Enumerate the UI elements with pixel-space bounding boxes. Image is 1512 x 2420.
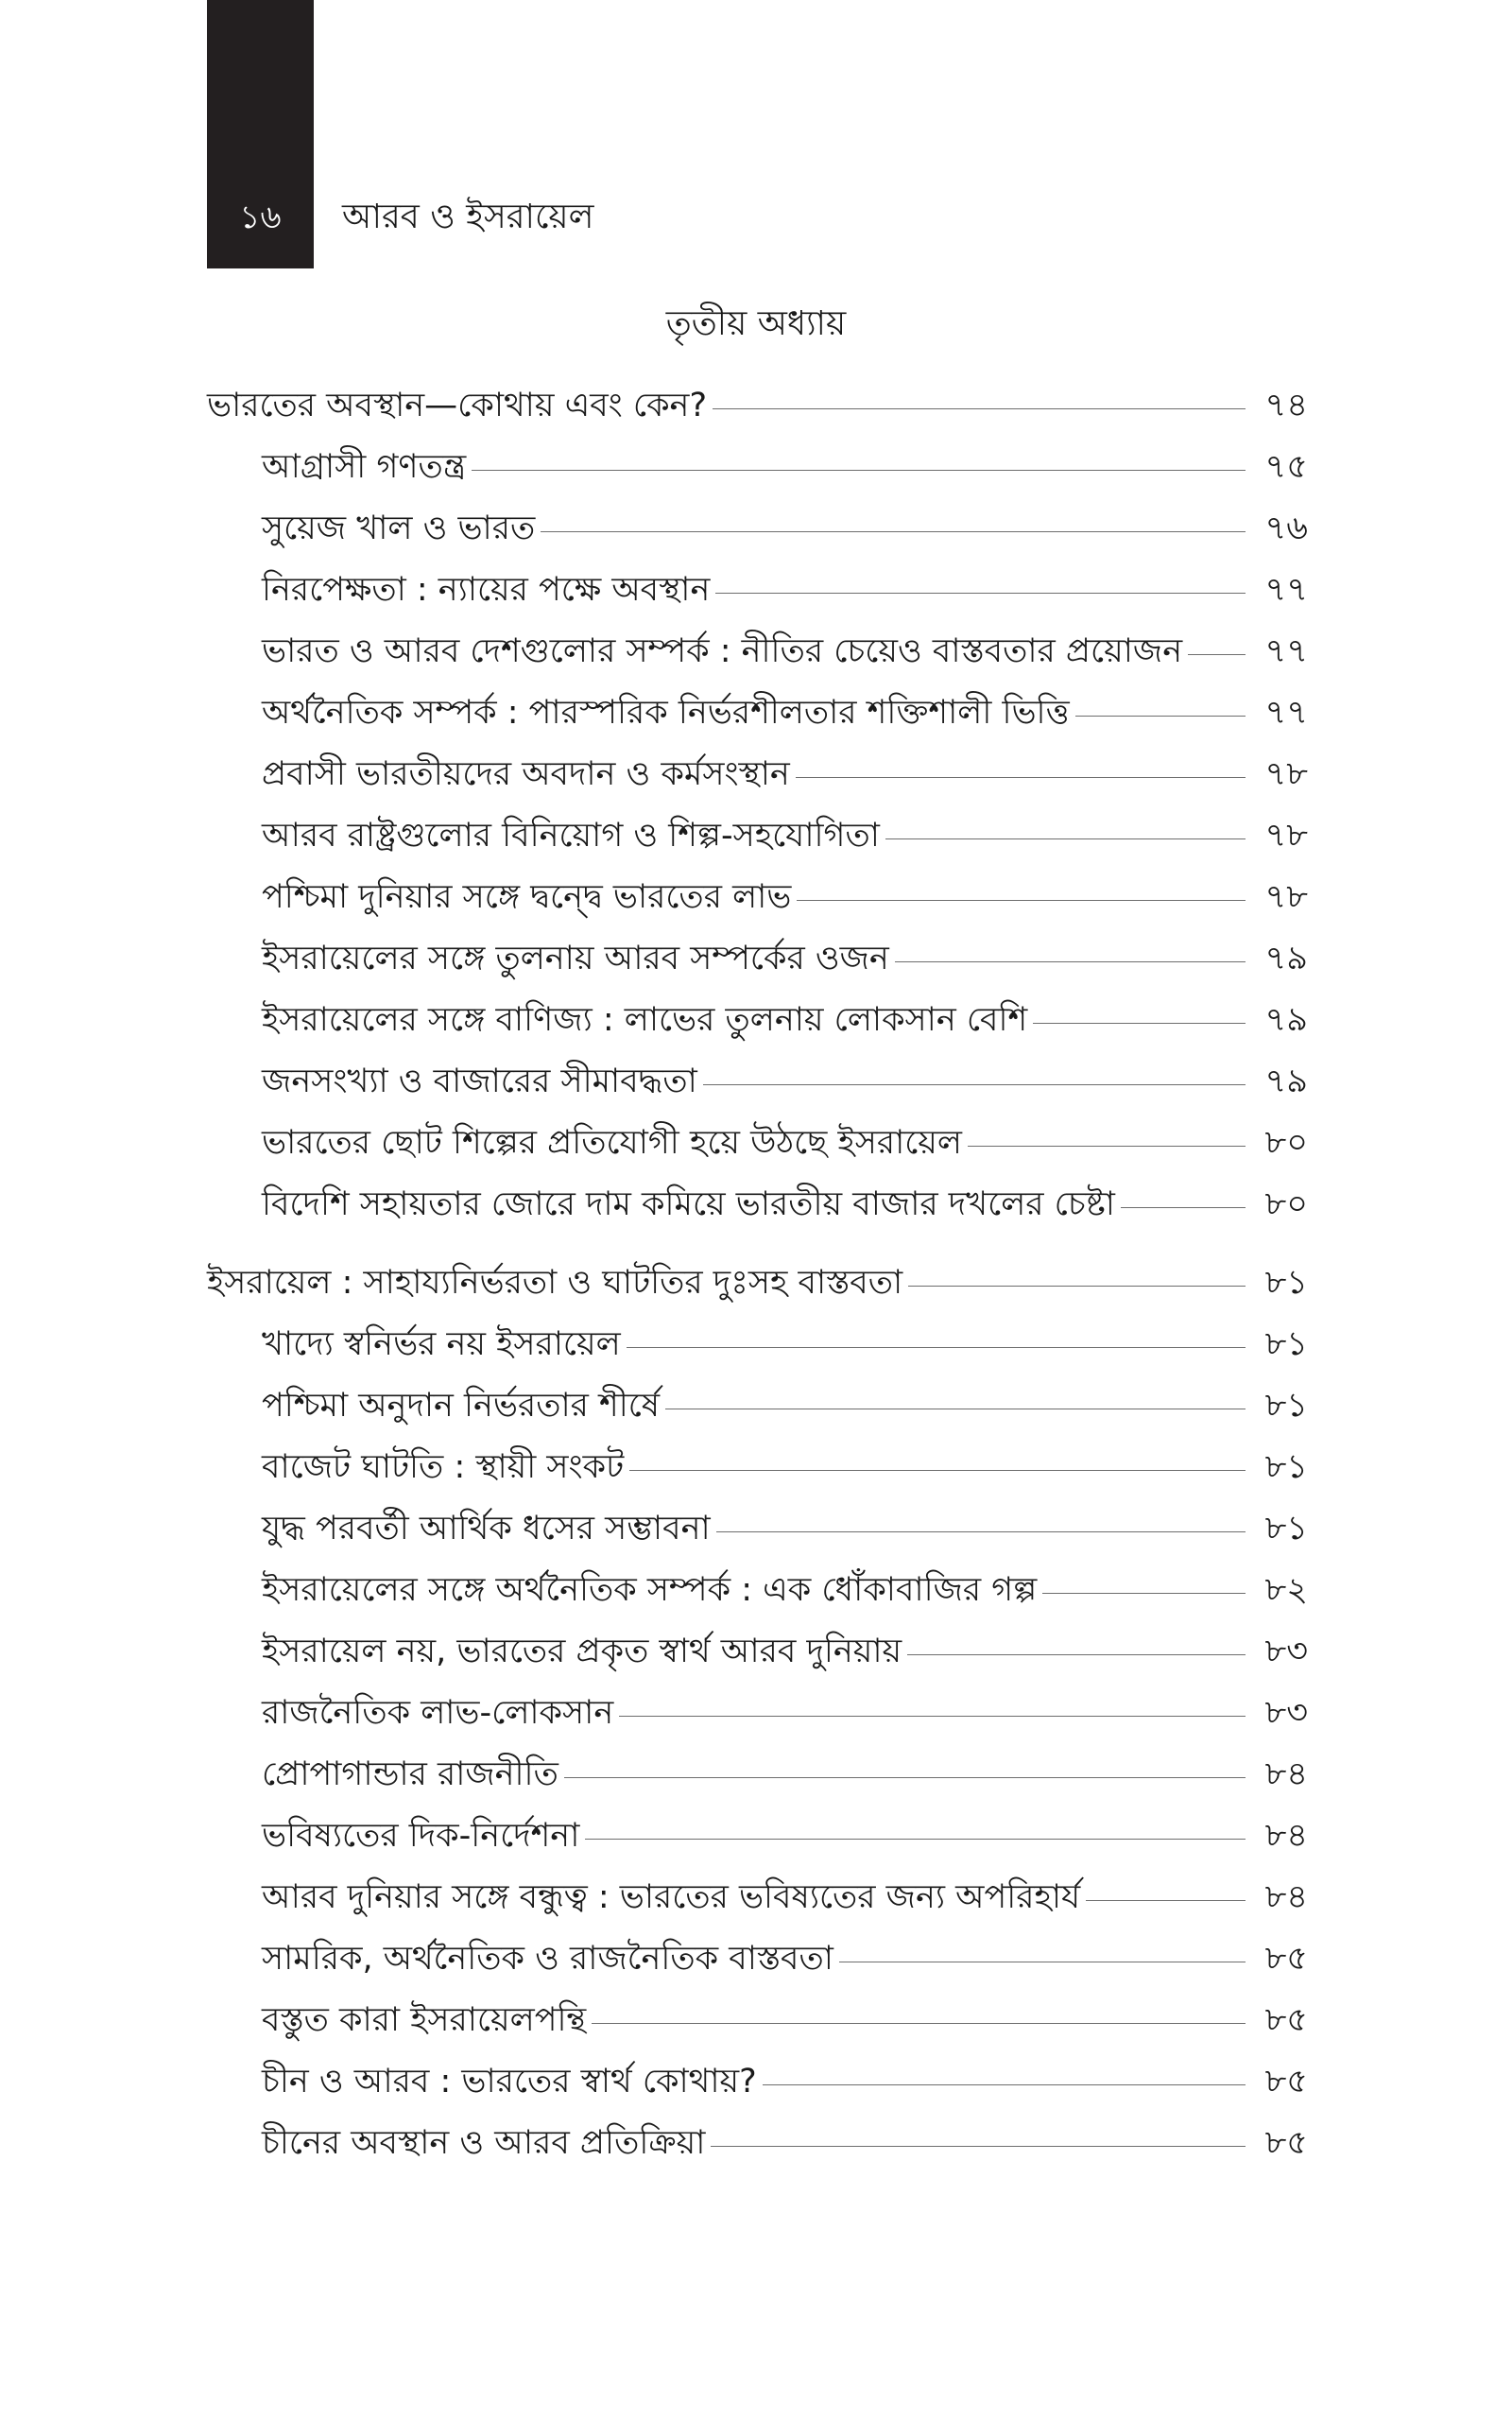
toc-entry-page-number: ৭৮ <box>1264 755 1308 793</box>
toc-leader-line <box>629 1470 1246 1471</box>
toc-entry-title: বিদেশি সহায়তার জোরে দাম কমিয়ে ভারতীয় বাজার দখলের চেষ্টা <box>262 1185 1115 1223</box>
toc-entry-page-number: ৭৯ <box>1264 1001 1308 1039</box>
toc-entry-page-number: ৭৯ <box>1264 940 1308 977</box>
toc-entry-title: ইসরায়েলের সঙ্গে বাণিজ্য : লাভের তুলনায় লোকসান বেশি <box>262 1001 1028 1039</box>
toc-entry-title: বাজেট ঘাটতি : স্থায়ী সংকট <box>262 1448 625 1486</box>
toc-entry <box>262 2119 1308 2167</box>
toc-leader-line <box>1033 1023 1246 1024</box>
toc-entry <box>262 628 1308 675</box>
running-title: আরব ও ইসরায়েল <box>342 198 594 236</box>
toc-entry <box>262 1566 1308 1614</box>
toc-entry <box>262 1181 1308 1228</box>
toc-leader-line <box>1086 1900 1246 1901</box>
toc-entry-title: প্রোপাগান্ডার রাজনীতি <box>262 1755 558 1793</box>
toc-entry <box>262 505 1308 552</box>
toc-entry <box>262 935 1308 982</box>
chapter-heading: তৃতীয় অধ্যায় <box>665 304 847 343</box>
toc-entry <box>262 443 1308 491</box>
toc-entry-page-number: ৮৫ <box>1264 1940 1308 1978</box>
toc-entry-page-number: ৭৬ <box>1264 510 1308 547</box>
toc-entry <box>262 1996 1308 2044</box>
toc-leader-line <box>541 531 1246 532</box>
toc-entry-title: আরব রাষ্ট্রগুলোর বিনিয়োগ ও শিল্প-সহযোগিতা <box>262 817 880 855</box>
toc-entry-title: আরব দুনিয়ার সঙ্গে বন্ধুত্ব : ভারতের ভবিষ্যতের জন্য অপরিহার্য <box>262 1878 1081 1916</box>
toc-entry-title: ইসরায়েল নয়, ভারতের প্রকৃত স্বার্থ আরব দুনিয়ায় <box>262 1633 902 1670</box>
toc-section-entry <box>207 382 1308 429</box>
toc-leader-line <box>1042 1593 1246 1594</box>
toc-entry-page-number: ৮৫ <box>1264 2001 1308 2039</box>
toc-entry <box>262 1321 1308 1368</box>
toc-leader-line <box>703 1084 1246 1085</box>
toc-entry <box>262 751 1308 798</box>
toc-entry <box>262 1443 1308 1491</box>
toc-entry <box>262 996 1308 1044</box>
toc-leader-line <box>619 1716 1246 1717</box>
toc-entry-page-number: ৮০ <box>1264 1185 1308 1223</box>
toc-leader-line <box>895 961 1246 962</box>
toc-entry-page-number: ৮১ <box>1264 1325 1308 1363</box>
toc-entry <box>262 812 1308 859</box>
toc-leader-line <box>564 1777 1246 1778</box>
toc-entry-page-number: ৭৪ <box>1264 387 1308 424</box>
toc-leader-line <box>968 1146 1246 1147</box>
toc-entry <box>262 1874 1308 1921</box>
page-number: ১৬ <box>239 199 282 236</box>
toc-entry-page-number: ৮৫ <box>1264 2063 1308 2100</box>
toc-leader-line <box>796 777 1246 778</box>
toc-entry-title: সামরিক, অর্থনৈতিক ও রাজনৈতিক বাস্তবতা <box>262 1940 833 1978</box>
toc-entry-title: ইসরায়েলের সঙ্গে তুলনায় আরব সম্পর্কের ওজন <box>262 940 889 977</box>
toc-entry-page-number: ৮১ <box>1264 1387 1308 1425</box>
toc-entry-title: যুদ্ধ পরবর্তী আর্থিক ধসের সম্ভাবনা <box>262 1510 711 1547</box>
toc-entry-title: পশ্চিমা অনুদান নির্ভরতার শীর্ষে <box>262 1387 661 1425</box>
toc-entry <box>262 873 1308 921</box>
toc-entry-title: বস্তুত কারা ইসরায়েলপন্থি <box>262 2001 587 2039</box>
toc-entry <box>262 2058 1308 2105</box>
toc-leader-line <box>907 1654 1246 1655</box>
toc-entry-page-number: ৮৩ <box>1264 1633 1308 1670</box>
toc-entry-page-number: ৭৭ <box>1264 694 1308 732</box>
toc-entry <box>262 1119 1308 1167</box>
toc-entry-title: রাজনৈতিক লাভ-লোকসান <box>262 1694 614 1732</box>
toc-leader-line <box>1188 654 1246 655</box>
toc-leader-line <box>585 1839 1246 1840</box>
toc-leader-line <box>763 2084 1246 2085</box>
toc-leader-line <box>592 2023 1246 2024</box>
toc-entry <box>262 1628 1308 1675</box>
toc-leader-line <box>908 1286 1246 1287</box>
toc-entry <box>262 566 1308 614</box>
toc-entry-page-number: ৮৩ <box>1264 1694 1308 1732</box>
toc-entry-page-number: ৮৪ <box>1264 1817 1308 1855</box>
toc-entry <box>262 1751 1308 1798</box>
toc-entry-page-number: ৭৭ <box>1264 632 1308 670</box>
toc-entry-title: আগ্রাসী গণতন্ত্র <box>262 448 467 486</box>
toc-section-entry <box>207 1259 1308 1306</box>
toc-entry <box>262 1505 1308 1552</box>
toc-entry-title: অর্থনৈতিক সম্পর্ক : পারস্পরিক নির্ভরশীলতার শক্তিশালী ভিত্তি <box>262 694 1070 732</box>
toc-leader-line <box>715 593 1246 594</box>
toc-entry-page-number: ৮৪ <box>1264 1755 1308 1793</box>
toc-entry <box>262 1058 1308 1105</box>
toc-entry-page-number: ৮১ <box>1264 1448 1308 1486</box>
toc-entry-page-number: ৭৮ <box>1264 817 1308 855</box>
toc-leader-line <box>716 1531 1246 1532</box>
toc-entry-title: নিরপেক্ষতা : ন্যায়ের পক্ষে অবস্থান <box>262 571 711 609</box>
toc-entry-title: ভারত ও আরব দেশগুলোর সম্পর্ক : নীতির চেয়েও বাস্তবতার প্রয়োজন <box>262 632 1183 670</box>
toc-entry-title: চীন ও আরব : ভারতের স্বার্থ কোথায়? <box>262 2063 757 2100</box>
toc-leader-line <box>885 838 1246 839</box>
toc-leader-line <box>1075 716 1246 717</box>
toc-entry-page-number: ৮৪ <box>1264 1878 1308 1916</box>
toc-entry-page-number: ৮২ <box>1264 1571 1308 1609</box>
toc-entry-page-number: ৭৫ <box>1264 448 1308 486</box>
toc-entry-title: ভারতের ছোট শিল্পের প্রতিযোগী হয়ে উঠছে ইসরায়েল <box>262 1124 962 1162</box>
toc-leader-line <box>472 470 1246 471</box>
toc-entry-title: ইসরায়েলের সঙ্গে অর্থনৈতিক সম্পর্ক : এক ধোঁকাবাজির গল্প <box>262 1571 1038 1609</box>
toc-leader-line <box>713 408 1246 409</box>
toc-leader-line <box>797 900 1246 901</box>
toc-entry-title: প্রবাসী ভারতীয়দের অবদান ও কর্মসংস্থান <box>262 755 790 793</box>
toc-entry <box>262 1812 1308 1859</box>
toc-entry <box>262 1689 1308 1737</box>
toc-entry-page-number: ৮০ <box>1264 1124 1308 1162</box>
toc-entry <box>262 1382 1308 1429</box>
toc-entry <box>262 689 1308 736</box>
toc-entry-page-number: ৮৫ <box>1264 2124 1308 2162</box>
toc-entry-title: সুয়েজ খাল ও ভারত <box>262 510 536 547</box>
toc-entry-title: ইসরায়েল : সাহায্যনির্ভরতা ও ঘাটতির দুঃসহ বাস্তবতা <box>207 1264 903 1302</box>
toc-leader-line <box>711 2146 1246 2147</box>
toc-entry-title: পশ্চিমা দুনিয়ার সঙ্গে দ্বন্দ্বে ভারতের লাভ <box>262 878 792 916</box>
toc-leader-line <box>1121 1207 1246 1208</box>
toc-entry-title: চীনের অবস্থান ও আরব প্রতিক্রিয়া <box>262 2124 706 2162</box>
toc-entry-page-number: ৮১ <box>1264 1510 1308 1547</box>
toc-leader-line <box>627 1347 1246 1348</box>
toc-entry <box>262 1935 1308 1982</box>
toc-entry-page-number: ৮১ <box>1264 1264 1308 1302</box>
toc-entry-title: খাদ্যে স্বনির্ভর নয় ইসরায়েল <box>262 1325 621 1363</box>
toc-entry-page-number: ৭৭ <box>1264 571 1308 609</box>
toc-entry-page-number: ৭৯ <box>1264 1063 1308 1100</box>
toc-entry-page-number: ৭৮ <box>1264 878 1308 916</box>
toc-entry-title: জনসংখ্যা ও বাজারের সীমাবদ্ধতা <box>262 1063 697 1100</box>
toc-entry-title: ভবিষ্যতের দিক-নির্দেশনা <box>262 1817 580 1855</box>
toc-entry-title: ভারতের অবস্থান—কোথায় এবং কেন? <box>207 387 708 424</box>
